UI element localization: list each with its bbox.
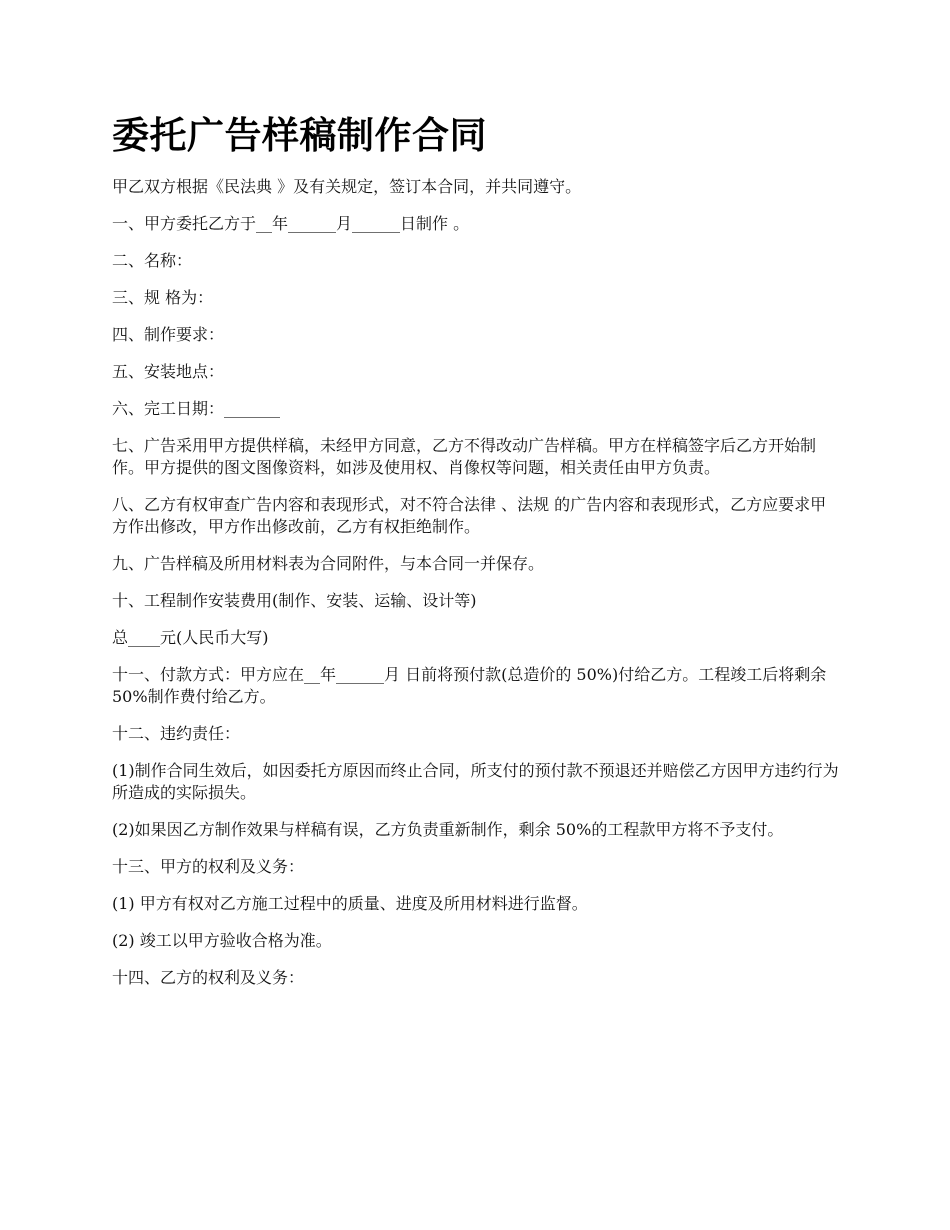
clause-4: 四、制作要求：	[112, 325, 225, 344]
clause-7: 七、广告采用甲方提供样稿，未经甲方同意，乙方不得改动广告样稿。甲方在样稿签字后乙方开始制作。甲方提供的图文图像资料，如涉及使用权、肖像权等问题，相关责任由甲方负责。	[112, 436, 817, 477]
clause-12: 十二、违约责任：	[112, 724, 241, 743]
clause-13: 十三、甲方的权利及义务：	[112, 857, 305, 876]
clause-9: 九、广告样稿及所用材料表为合同附件，与本合同一并保存。	[112, 554, 545, 573]
clause-5: 五、安装地点：	[112, 362, 225, 381]
document-body	[112, 176, 842, 1004]
clause-1: 一、甲方委托乙方于__年______月______日制作 。	[112, 214, 470, 233]
document-title: 委托广告样稿制作合同	[112, 114, 487, 157]
clause-6: 六、完工日期：_______	[112, 399, 281, 418]
clause-10-total: 总____元(人民币大写)	[112, 628, 269, 647]
clause-8: 八、乙方有权审查广告内容和表现形式，对不符合法律 、法规 的广告内容和表现形式，乙方应要求甲方作出修改，甲方作出修改前，乙方有权拒绝制作。	[112, 495, 827, 536]
clause-11: 十一、付款方式：甲方应在__年______月 日前将预付款(总造价的 50%)付给乙方。工程竣工后将剩余 50%制作费付给乙方。	[112, 665, 827, 706]
clause-14: 十四、乙方的权利及义务：	[112, 968, 305, 987]
paragraph-intro: 甲乙双方根据《民法典 》及有关规定，签订本合同，并共同遵守。	[112, 177, 582, 196]
clause-12-item-2: (2)如果因乙方制作效果与样稿有误，乙方负责重新制作，剩余 50%的工程款甲方将不予支付。	[112, 820, 784, 839]
clause-10: 十、工程制作安装费用(制作、安装、运输、设计等)	[112, 591, 477, 610]
clause-3: 三、规 格为：	[112, 288, 214, 307]
clause-12-item-1: (1)制作合同生效后，如因委托方原因而终止合同，所支付的预付款不预退还并赔偿乙方因甲方违约行为所造成的实际损失。	[112, 761, 839, 802]
clause-13-item-2: (2) 竣工以甲方验收合格为准。	[112, 931, 332, 950]
clause-2: 二、名称：	[112, 251, 193, 270]
clause-13-item-1: (1) 甲方有权对乙方施工过程中的质量、进度及所用材料进行监督。	[112, 894, 588, 913]
